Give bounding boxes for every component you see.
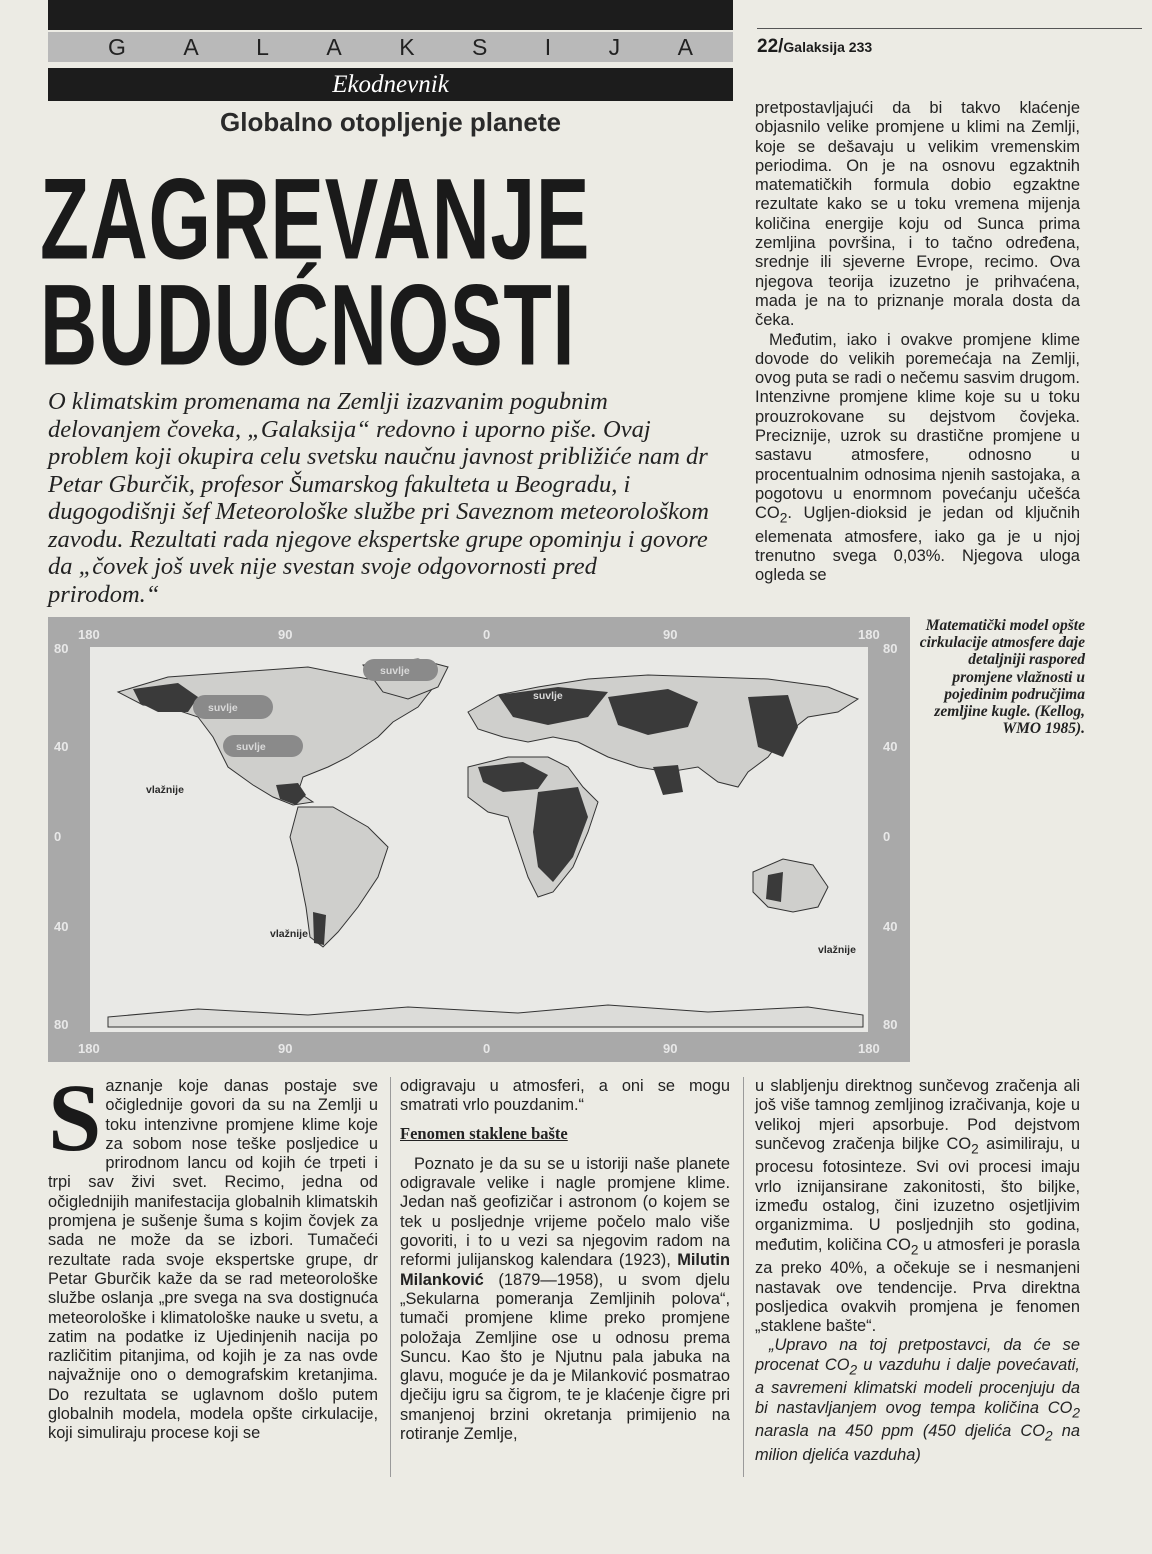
body-column-1 [48,1064,378,1444]
headline-line-2: BUDUĆNOSTI [40,260,576,390]
section-rubric: Ekodnevnik [48,68,733,101]
map-label-dry: suvlje [533,690,563,702]
paragraph: Poznato je da su se u istoriji naše planete odigravale velike i nagle promjene klime. Jedan naš geofizičar i astronom (o kojem se tek u posljednje vrijeme počelo malo više govoriti, i to u vezi sa njegovim radom na reformi julijanskog kalendara (1923), Milutin Milanković (1879—1958), u svom djelu „Sekularna pomeranja Zemljinih polova“, tumači promjene klime preko promjene položaja Zemljine ose u odnosu prema Suncu. Kao što je Njutnu pala jabuka na glavu, moguće je da je Milanković posmatrao dječiju igru sa čigrom, te je klaćenje čigre pri smanjenoj brzini okretanja primijenio na rotiranje Zemlje, [400,1154,730,1444]
map-tick: 80 [883,1017,898,1032]
masthead-letters [108,32,693,62]
map-tick: 180 [78,1041,100,1056]
paragraph: pretpostavljajući da bi takvo klaćenje objasnilo velike promjene u klimi na Zemlji, koje se dešavaju u velikim vremenskim periodima. On je na osnovu egzaktnih matematičkih formula dobio egzaktne rezultate kako se u toku vremena mijenja količina energije koju od Sunca prima zemljina površina, i to tačno određena, srednje ili sjeverne Evrope, recimo. Ova njegova teorija izuzetno je prihvaćena, mada je na to priznanje morala dosta da čeka. [755,99,1080,330]
masthead-letter: G [108,33,126,60]
region-patagonia-dark [313,912,326,945]
article-lead: O klimatskim promenama na Zemlji izazvanim pogubnim delovanjem čoveka, „Galaksija“ redovno i uporno piše. Ovaj problem koji okupira celu svetsku naučnu javnost približiće nam dr Petar Gburčik, profesor Šumarskog fakulteta u Beogradu, i dugogodišnji šef Meteorološke službe pri Saveznom meteorološkom zavodu. Rezultati rada njegove ekspertske grupe opominju i govore da „čovek još uvek nije svestan svoje odgovornosti pred prirodom.“ [48,388,709,608]
map-tick: 180 [858,1041,880,1056]
page-number-suffix: Galaksija 233 [783,39,873,55]
map-tick: 90 [663,1041,678,1056]
masthead-letter: I [544,33,552,60]
map-caption [915,617,1085,737]
section-subhead: Fenomen staklene bašte [400,1123,568,1143]
page-number-value: 22/ [757,36,784,57]
masthead-letter: A [326,33,342,60]
page-number [757,36,872,58]
paragraph: Međutim, iako i ovakve promjene klime dovode do velikih poremećaja na Zemlji, ovog puta se radi o nečemu sasvim drugom. Intenzivne promjene klime koje su u toku prouzrokovane su dejstvom čovjeka. Preciznije, uzrok su drastične promjene u sastavu atmosfere, odnosno u procentualnim odnosima njenih sastojaka, a pogotovu u enormnom povećanju učešća $CO_2$. Ugljen-dioksid je jedan od ključnih elemenata atmosfere, iako ga je u njoj trenutno svega 0,03%. Njegova uloga ogleda se [755,330,1080,585]
map-tick: 0 [483,627,491,642]
map-tick: 90 [663,627,678,642]
bold-name: Milutin Milanković [400,1251,730,1289]
map-tick: 40 [883,739,898,754]
masthead-letter: S [471,33,488,60]
article-subtitle: Globalno otopljenje planete [220,107,561,137]
masthead-band [48,32,733,62]
quote-paragraph: „Upravo na toj pretpostavci, da će se procenat $CO_2$ u vazduhu i dalje povećavati, a savremeni klimatski modeli procenjuju da bi nastavljanjem ovog tempa količina $CO_2$ narasla na 450 ppm (450 djelića $CO_2$ na milion djelića vazduha) [755,1336,1080,1464]
region-australia-dark [766,872,783,902]
map-tick: 80 [883,641,898,656]
map-label-wet: vlažnije [146,784,184,796]
caption-source: (Kellog, WMO 1985). [1002,703,1085,738]
masthead-letter: J [608,33,621,60]
masthead-letter: L [256,33,269,60]
map-label-wet: vlažnije [818,944,856,956]
paragraph: odigravaju u atmosferi, a oni se mogu smatrati vrlo pouzdanim.“ [400,1077,730,1115]
map-tick: 0 [483,1041,491,1056]
masthead-letter: A [183,33,199,60]
drop-cap: S [48,1064,102,1171]
map-tick: 40 [54,919,69,934]
world-map-figure [48,617,910,1062]
column-divider [390,1077,391,1477]
map-label-dry: suvlje [236,741,266,753]
top-black-bar [48,0,733,30]
map-label-dry: suvlje [380,665,410,677]
map-label-dry: suvlje [208,702,238,714]
caption-text: Matematički model opšte cirkulacije atmosfere daje detaljniji raspored promjene vlažnosti u pojedinim područjima zemljine kugle. [919,617,1085,721]
masthead-letter: A [677,33,693,60]
map-tick: 180 [78,627,100,642]
paragraph: Saznanje koje danas postaje sve očiglednije govori da su na Zemlji u toku intenzivne promjene klime koje za sobom nose teške posljedice u prirodnom lancu od kojih će trpeti i trpi sav živi svet. Recimo, jedna od očiglednijih manifestacija globalnih klimatskih promjena je sušenje šuma s kojim čovjek za sada ne može da se izbori. Tumačeći rezultate rada svoje ekspertske grupe, dr Petar Gburčik kaže da se rad meteorološke službe oslanja „pre svega na sva dostignuća meteorološke i klimatološke nauke u svetu, a zatim na podatke iz Ujedinjenih nacija po različitim pitanjima, od kojih je za nas ovde najvažnije ono o demografskim kretanjima. Do rezultata se uglavnom došlo putem globalnih modela, modela opšte cirkulacije, koji simuliraju procese koji se [48,1064,378,1443]
paragraph: u slabljenju direktnog sunčevog zračenja ali još više tamnog zemljinog izračivanja, koje u velikoj mjeri apsorbuje. Pod dejstvom sunčevog zračenja biljke $CO_2$ asimiliraju, u procesu fotosinteze. Svi ovi procesi imaju vrlo iznijansirane zakonitosti, što biljke, između ostalog, čini izuzetno osjetljivim organizmima. U posljednjih sto godina, međutim, količina $CO_2$ u atmosferi je porasla za preko 40%, a očekuje se i nesmanjeni nastavak ove tendencije. Prva direktna posljedica ovakvih promjena je fenomen „staklene bašte“. [755,1077,1081,1336]
body-column-2 [400,1077,730,1444]
top-right-column [755,99,1080,586]
map-tick: 0 [54,829,62,844]
map-tick: 80 [54,641,69,656]
world-map [48,617,910,1062]
map-tick: 40 [883,919,898,934]
map-tick: 80 [54,1017,69,1032]
map-tick: 40 [54,739,69,754]
masthead-letter: K [399,33,415,60]
headline-line-1: ZAGREVANJE [40,154,591,284]
map-tick: 180 [858,627,880,642]
map-label-wet: vlažnije [270,928,308,940]
map-tick: 90 [278,1041,293,1056]
column-divider [743,1077,744,1477]
body-column-3 [755,1077,1080,1465]
map-tick: 90 [278,627,293,642]
header-rule [757,28,1142,29]
map-tick: 0 [883,829,891,844]
